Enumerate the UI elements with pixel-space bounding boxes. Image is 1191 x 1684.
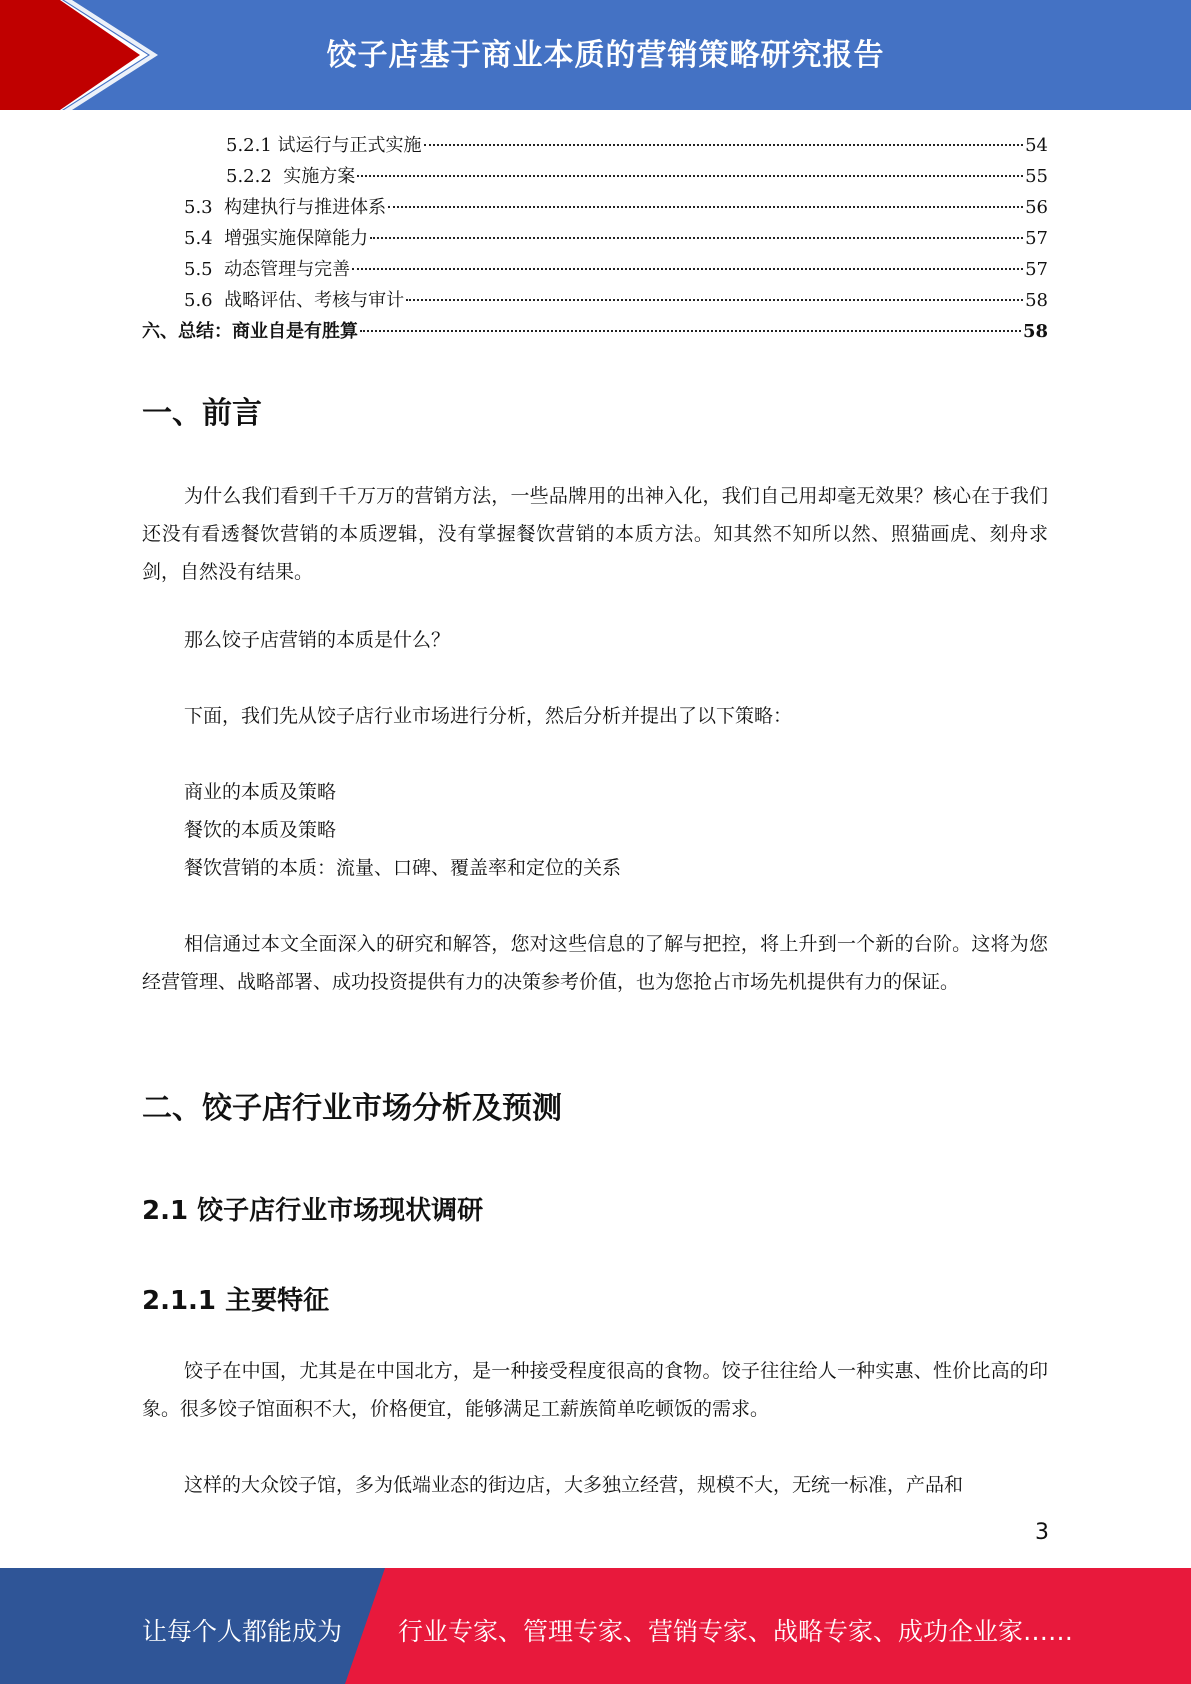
toc-item-text: 动态管理与完善 — [224, 259, 351, 280]
paragraph: 下面，我们先从饺子店行业市场进行分析，然后分析并提出了以下策略： — [184, 705, 793, 727]
subsubsection-heading: 2.1.1 主要特征 — [142, 1286, 330, 1316]
toc-item-number: 5.5 — [184, 259, 225, 280]
toc-item-page: 58 — [1025, 290, 1048, 311]
toc-leader-dots — [352, 268, 1023, 270]
toc-item-text: 构建执行与推进体系 — [224, 197, 387, 218]
toc-leader-dots — [388, 206, 1023, 208]
page-footer — [0, 1568, 1191, 1684]
page-number: 3 — [1035, 1520, 1049, 1545]
toc-leader-dots — [360, 330, 1021, 332]
toc-item[interactable] — [142, 316, 1048, 347]
toc-item-text: 实施方案 — [283, 166, 356, 187]
toc-item-text: 试运行与正式实施 — [277, 135, 422, 156]
list-item: 餐饮的本质及策略 — [184, 819, 337, 841]
paragraph: 相信通过本文全面深入的研究和解答，您对这些信息的了解与把控，将上升到一个新的台阶。这将为您经营管理、战略部署、成功投资提供有力的决策参考价值，也为您抢占市场先机提供有力的保证。 — [142, 933, 1048, 993]
section-heading: 一、前言 — [142, 396, 262, 431]
paragraph: 那么饺子店营销的本质是什么？ — [184, 629, 451, 651]
header-title: 饺子店基于商业本质的营销策略研究报告 — [326, 38, 885, 73]
toc-item-number: 5.3 — [184, 197, 225, 218]
toc-item[interactable] — [142, 285, 1048, 316]
toc-item[interactable] — [142, 130, 1048, 161]
subsection-heading: 2.1 饺子店行业市场现状调研 — [142, 1196, 484, 1226]
paragraph: 为什么我们看到千千万万的营销方法，一些品牌用的出神入化，我们自己用却毫无效果？核心在于我们还没有看透餐饮营销的本质逻辑，没有掌握餐饮营销的本质方法。知其然不知所以然、照猫画虎、刻舟求剑，自然没有结果。 — [142, 485, 1048, 583]
toc-leader-dots — [370, 237, 1023, 239]
toc-item[interactable] — [142, 223, 1048, 254]
list-item: 商业的本质及策略 — [184, 781, 337, 803]
toc-item[interactable] — [142, 161, 1048, 192]
toc-item-page: 56 — [1025, 197, 1048, 218]
toc-item-number: 5.6 — [184, 290, 225, 311]
paragraph: 这样的大众饺子馆，多为低端业态的街边店，大多独立经营，规模不大，无统一标准，产品和 — [184, 1474, 964, 1496]
toc-item-page: 54 — [1025, 135, 1048, 156]
toc-item-number: 5.2.2 — [226, 166, 284, 187]
toc-item-number: 5.2.1 — [226, 135, 278, 156]
toc-item-page: 57 — [1025, 259, 1048, 280]
toc-item-text: 六、总结：商业自是有胜算 — [142, 321, 358, 342]
toc-leader-dots — [424, 144, 1024, 146]
paragraph: 饺子在中国，尤其是在中国北方，是一种接受程度很高的食物。饺子往往给人一种实惠、性价比高的印象。很多饺子馆面积不大，价格便宜，能够满足工薪族简单吃顿饭的需求。 — [142, 1360, 1048, 1420]
table-of-contents — [142, 130, 1048, 347]
toc-item[interactable] — [142, 192, 1048, 223]
toc-item-text: 战略评估、考核与审计 — [224, 290, 405, 311]
toc-item-page: 55 — [1025, 166, 1048, 187]
footer-slogan-right: 行业专家、管理专家、营销专家、战略专家、成功企业家…… — [398, 1617, 1074, 1646]
toc-item-page: 57 — [1025, 228, 1048, 249]
toc-item-number: 5.4 — [184, 228, 225, 249]
toc-leader-dots — [357, 175, 1023, 177]
footer-slogan-left: 让每个人都能成为 — [142, 1617, 343, 1646]
section-heading: 二、饺子店行业市场分析及预测 — [142, 1091, 562, 1126]
toc-item-text: 增强实施保障能力 — [224, 228, 369, 249]
toc-item[interactable] — [142, 254, 1048, 285]
list-item: 餐饮营销的本质：流量、口碑、覆盖率和定位的关系 — [184, 857, 622, 879]
toc-item-page: 58 — [1022, 321, 1048, 342]
page-header — [0, 0, 1191, 110]
toc-leader-dots — [406, 299, 1023, 301]
